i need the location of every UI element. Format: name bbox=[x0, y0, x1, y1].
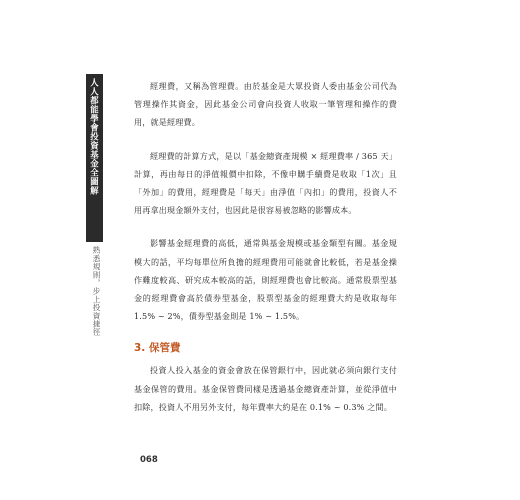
body-paragraph: 經理費，又稱為管理費。由於基金是大眾投資人委由基金公司代為管理操作其資金，因此基金公司會向投資人收取一筆管理和操作的費用，就是經理費。 bbox=[134, 81, 397, 128]
page-body bbox=[134, 77, 397, 431]
chapter-side-tab bbox=[86, 74, 103, 242]
chapter-subtitle-vertical: 熟悉規則，步上投資捷徑 bbox=[92, 246, 101, 337]
body-paragraph: 影響基金經理費的高低，通常與基金規模或基金類型有關。基金規模大的話，平均每單位所負擔的經理費用可能就會比較低，若是基金操作難度較高、研究成本較高的話，則經理費也會比較高。通常股票型基金的經理費會高於債券型基金，股票型基金的經理費大約是收取每年 1.5% ~ 2%，債券型基金則是 1% ~ 1.5%。 bbox=[134, 238, 397, 322]
page-number: 068 bbox=[140, 455, 158, 465]
body-paragraph: 經理費的計算方式，是以「基金總資產規模 × 經理費率 ∕ 365 天」計算，再由每日的淨值報價中扣除，不像申購手續費是收取「1次」且「外加」的費用，經理費是「每天」由淨值「內扣」的費用，投資人不用再拿出現金額外支付，也因此是很容易被忽略的影響成本。 bbox=[134, 150, 397, 216]
book-title-vertical: 人人都能學會投資基金全圖解 bbox=[89, 78, 100, 195]
body-paragraph: 投資人投入基金的資金會放在保管銀行中，因此就必須向銀行支付基金保管的費用。基金保管費同樣是透過基金總資產計算，並從淨值中扣除，投資人不用另外支付，每年費率大約是在 0.1% ~ 0.3% 之間。 bbox=[134, 365, 397, 412]
section-heading: 3. 保管費 bbox=[134, 342, 181, 355]
